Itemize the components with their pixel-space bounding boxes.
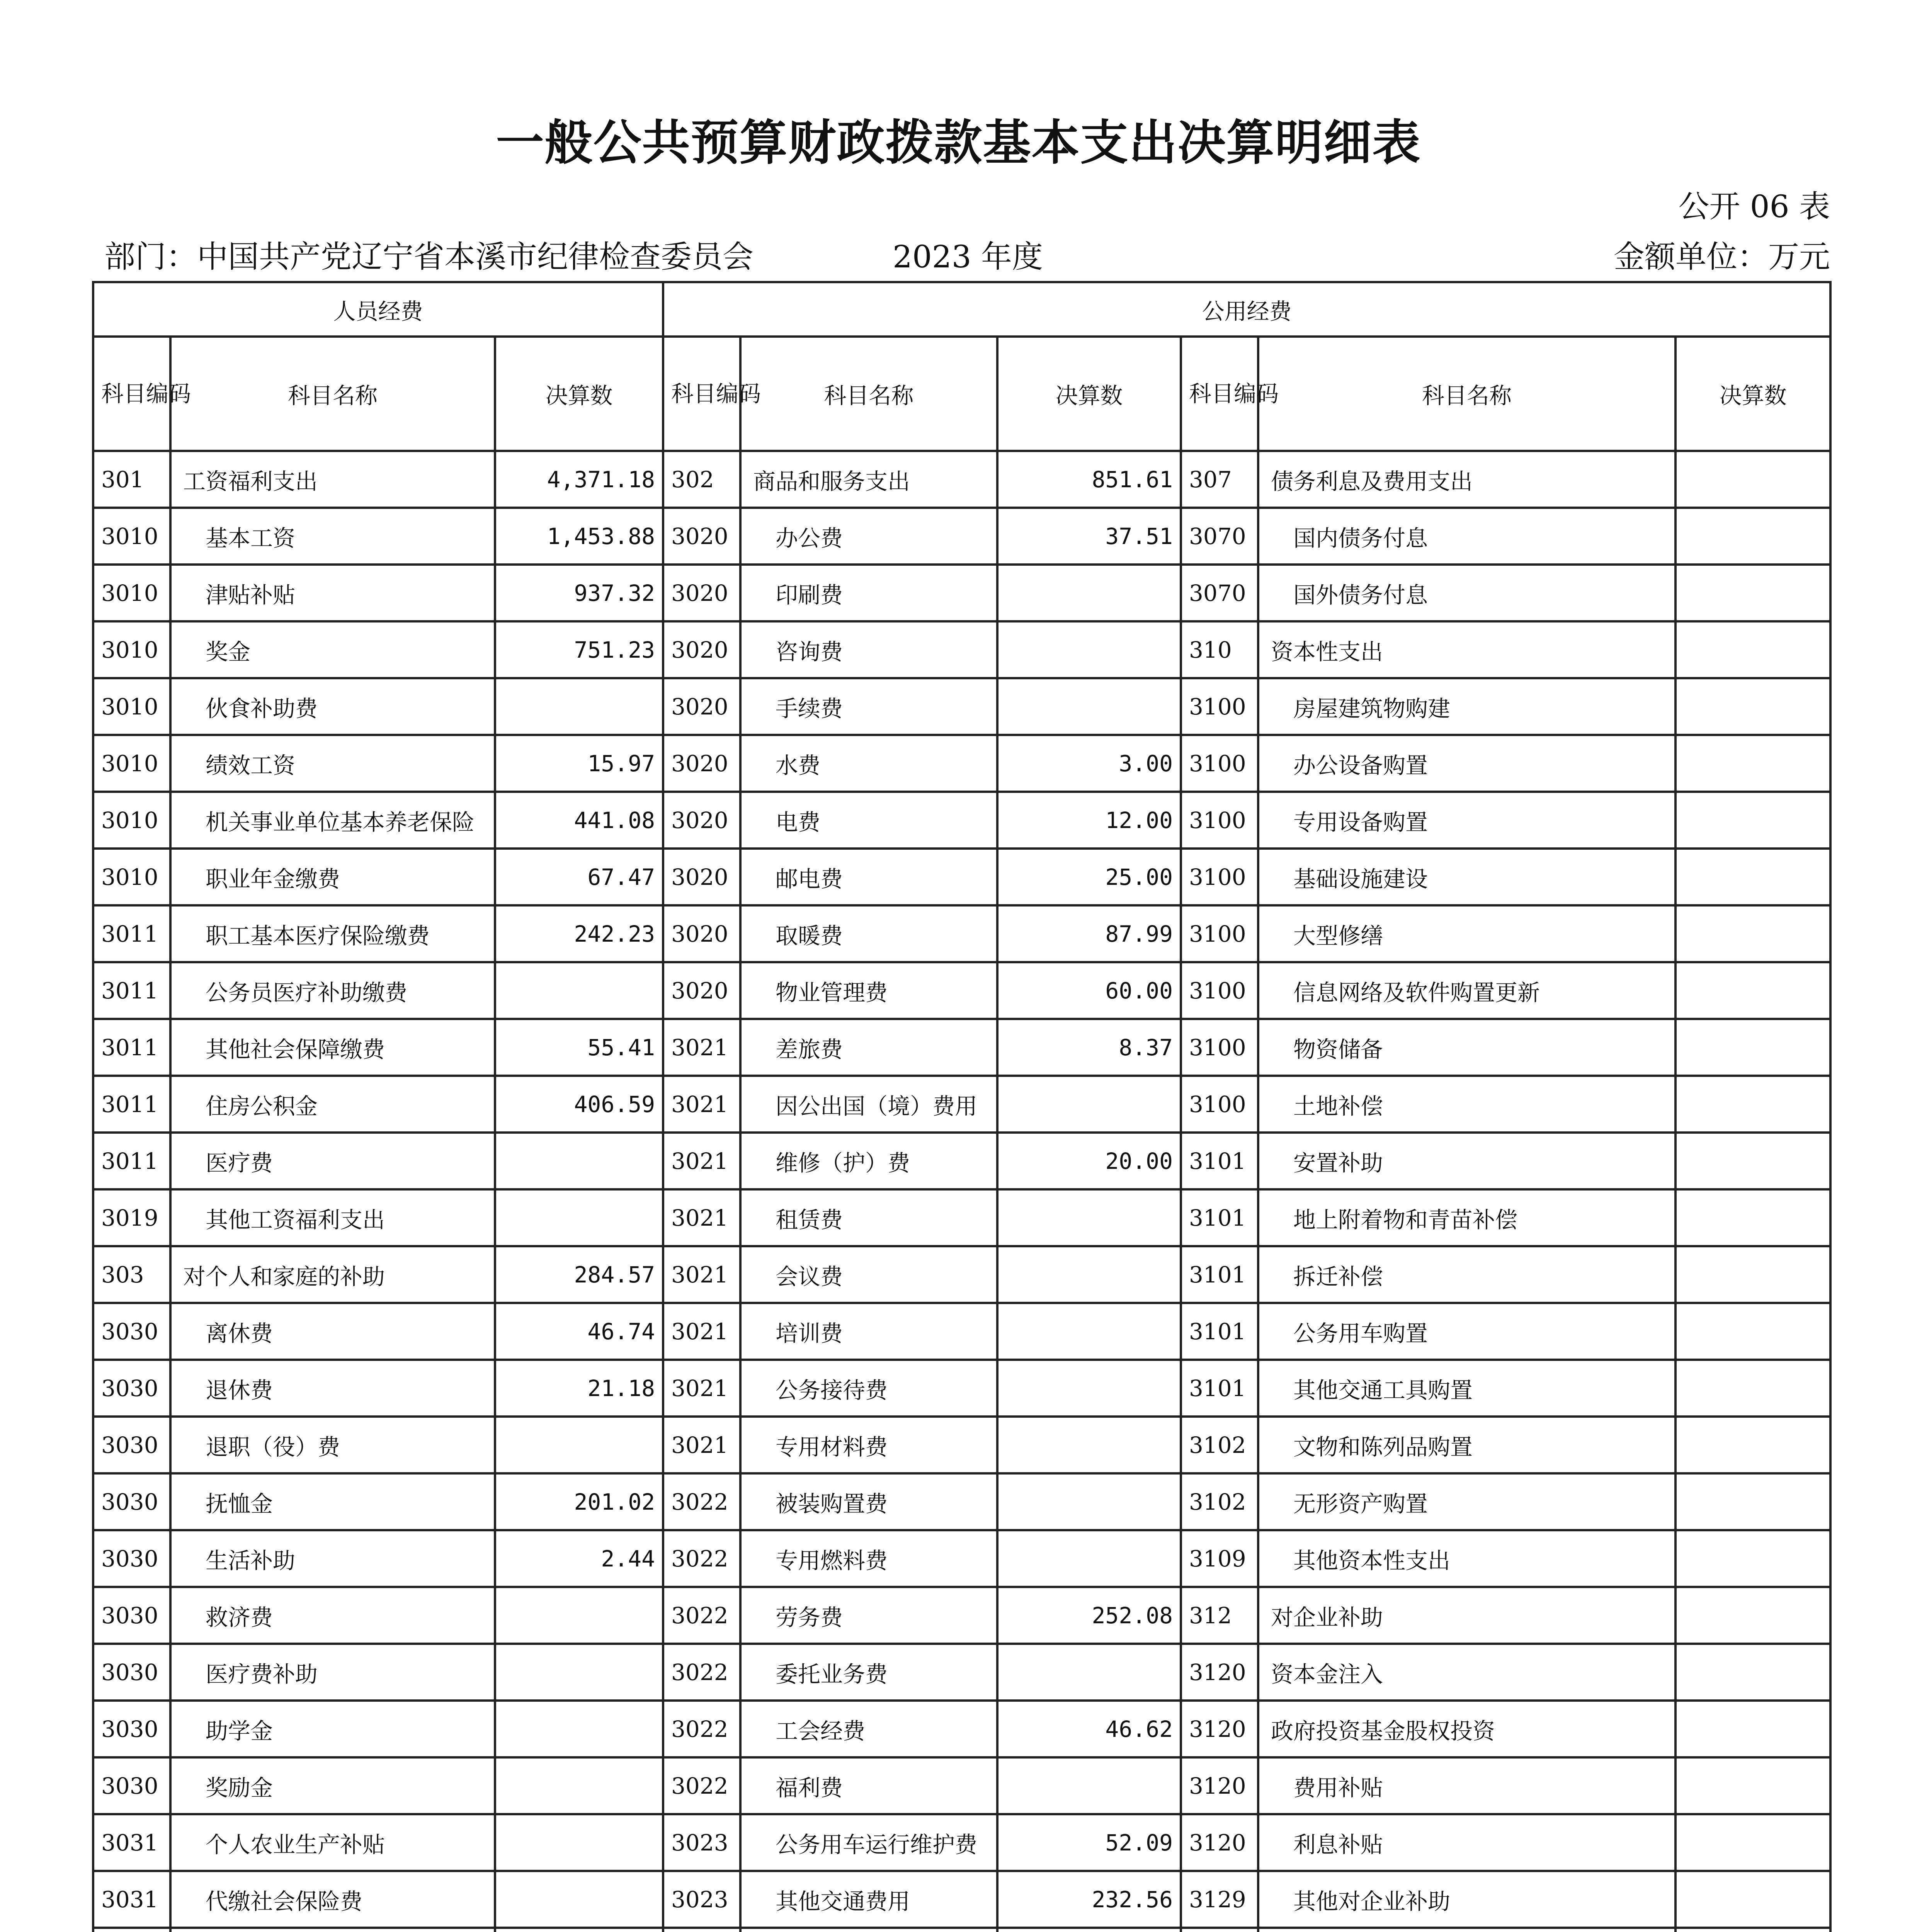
public-name-cell: 取暖费 [740, 905, 997, 962]
capital-code-cell: 3120 [1181, 1644, 1258, 1701]
capital-code-cell: 3129 [1181, 1871, 1258, 1928]
code-header: 科目编码 [93, 337, 170, 451]
public-code-cell: 3022 [663, 1473, 740, 1530]
public-code-cell: 302 [663, 451, 740, 508]
personnel-amount-cell [495, 678, 663, 735]
personnel-amount-cell: 751.23 [495, 621, 663, 678]
personnel-amount-cell [495, 1701, 663, 1757]
table-row [93, 508, 1830, 565]
public-code-cell: 3021 [663, 1246, 740, 1303]
capital-amount-cell [1675, 1530, 1830, 1587]
capital-code-cell: 3100 [1181, 849, 1258, 905]
capital-amount-cell [1675, 1814, 1830, 1871]
personnel-code-cell: 3010 [93, 508, 170, 565]
table-row [93, 1303, 1830, 1360]
public-amount-cell [997, 1246, 1181, 1303]
capital-amount-cell [1675, 621, 1830, 678]
table-row [93, 1928, 1830, 1932]
table-row [93, 905, 1830, 962]
capital-name-cell: 国内债务付息 [1258, 508, 1675, 565]
public-code-cell: 3021 [663, 1189, 740, 1246]
capital-code-cell: 3101 [1181, 1303, 1258, 1360]
public-name-cell: 委托业务费 [740, 1644, 997, 1701]
capital-name-cell: 资本性支出 [1258, 621, 1675, 678]
public-name-cell: 差旅费 [740, 1019, 997, 1076]
capital-amount-cell [1675, 1246, 1830, 1303]
capital-code-cell: 3101 [1181, 1189, 1258, 1246]
capital-name-cell: 对企业补助 [1258, 1587, 1675, 1644]
personnel-name-cell: 医疗费 [170, 1133, 495, 1189]
capital-code-cell: 3120 [1181, 1757, 1258, 1814]
capital-name-cell: 债务利息及费用支出 [1258, 451, 1675, 508]
public-name-cell: 劳务费 [740, 1587, 997, 1644]
public-name-cell: 商品和服务支出 [740, 451, 997, 508]
personnel-code-cell: 3030 [93, 1757, 170, 1814]
personnel-name-cell: 个人农业生产补贴 [170, 1814, 495, 1871]
table-row [93, 1701, 1830, 1757]
personnel-code-cell: 3011 [93, 1019, 170, 1076]
capital-amount-cell [1675, 1757, 1830, 1814]
public-name-cell: 其他交通费用 [740, 1871, 997, 1928]
personnel-name-cell: 机关事业单位基本养老保险 [170, 792, 495, 849]
public-code-cell: 3022 [663, 1530, 740, 1587]
capital-name-cell: 其他资本性支出 [1258, 1530, 1675, 1587]
personnel-amount-cell [495, 1757, 663, 1814]
personnel-amount-cell: 441.08 [495, 792, 663, 849]
capital-code-cell: 310 [1181, 621, 1258, 678]
capital-name-cell: 地上附着物和青苗补偿 [1258, 1189, 1675, 1246]
capital-code-cell: 3102 [1181, 1473, 1258, 1530]
capital-name-cell: 文物和陈列品购置 [1258, 1417, 1675, 1473]
capital-name-cell: 土地补偿 [1258, 1076, 1675, 1133]
personnel-code-cell: 301 [93, 451, 170, 508]
amount-header: 决算数 [495, 337, 663, 451]
public-amount-cell: 232.56 [997, 1871, 1181, 1928]
public-amount-cell: 8.37 [997, 1019, 1181, 1076]
capital-amount-cell [1675, 1644, 1830, 1701]
personnel-name-cell: 绩效工资 [170, 735, 495, 792]
public-code-cell: 3020 [663, 735, 740, 792]
personnel-name-cell: 助学金 [170, 1701, 495, 1757]
personnel-name-cell: 工资福利支出 [170, 451, 495, 508]
public-code-cell: 3022 [663, 1587, 740, 1644]
personnel-amount-cell: 1,453.88 [495, 508, 663, 565]
public-code-cell: 3021 [663, 1417, 740, 1473]
personnel-code-cell: 3010 [93, 565, 170, 621]
capital-code-cell: 3101 [1181, 1246, 1258, 1303]
capital-name-cell: 办公设备购置 [1258, 735, 1675, 792]
personnel-amount-cell [495, 1189, 663, 1246]
personnel-amount-cell: 406.59 [495, 1076, 663, 1133]
public-name-cell: 物业管理费 [740, 962, 997, 1019]
personnel-name-cell: 津贴补贴 [170, 565, 495, 621]
personnel-name-cell: 职业年金缴费 [170, 849, 495, 905]
capital-name-cell: 政府投资基金股权投资 [1258, 1701, 1675, 1757]
capital-amount-cell [1675, 1189, 1830, 1246]
table-row [93, 1871, 1830, 1928]
public-name-cell: 咨询费 [740, 621, 997, 678]
personnel-name-cell [170, 1928, 495, 1932]
amount-unit: 金额单位：万元 [1614, 239, 1830, 275]
personnel-name-cell: 抚恤金 [170, 1473, 495, 1530]
public-name-cell: 维修（护）费 [740, 1133, 997, 1189]
public-name-cell: 专用材料费 [740, 1417, 997, 1473]
public-amount-cell [997, 678, 1181, 735]
public-amount-cell: 37.51 [997, 508, 1181, 565]
public-code-cell: 3021 [663, 1360, 740, 1417]
table-row [93, 1814, 1830, 1871]
table-row [93, 1417, 1830, 1473]
table-row [93, 565, 1830, 621]
personnel-code-cell: 3030 [93, 1417, 170, 1473]
capital-amount-cell [1675, 1928, 1830, 1932]
public-amount-cell: 20.00 [997, 1133, 1181, 1189]
capital-code-cell: 3100 [1181, 1076, 1258, 1133]
capital-code-cell: 312 [1181, 1587, 1258, 1644]
personnel-amount-cell: 2.44 [495, 1530, 663, 1587]
personnel-amount-cell [495, 1133, 663, 1189]
personnel-name-cell: 奖金 [170, 621, 495, 678]
capital-amount-cell [1675, 1360, 1830, 1417]
capital-name-cell: 信息网络及软件购置更新 [1258, 962, 1675, 1019]
public-amount-cell: 25.00 [997, 849, 1181, 905]
capital-amount-cell [1675, 1076, 1830, 1133]
table-row [93, 735, 1830, 792]
capital-amount-cell [1675, 1871, 1830, 1928]
public-code-cell: 3023 [663, 1871, 740, 1928]
public-code-cell: 3023 [663, 1814, 740, 1871]
public-amount-cell [997, 1076, 1181, 1133]
capital-amount-cell [1675, 1701, 1830, 1757]
public-name-cell: 公务接待费 [740, 1360, 997, 1417]
public-name-cell: 培训费 [740, 1303, 997, 1360]
capital-name-cell: 公务用车购置 [1258, 1303, 1675, 1360]
personnel-group-header: 人员经费 [93, 282, 663, 337]
capital-code-cell: 3120 [1181, 1701, 1258, 1757]
public-name-cell: 水费 [740, 735, 997, 792]
table-row [93, 1360, 1830, 1417]
personnel-name-cell: 代缴社会保险费 [170, 1871, 495, 1928]
name-header: 科目名称 [170, 337, 495, 451]
public-amount-cell: 87.99 [997, 905, 1181, 962]
public-name-cell: 福利费 [740, 1757, 997, 1814]
capital-name-cell: 资本金注入 [1258, 1644, 1675, 1701]
department-label: 部门：中国共产党辽宁省本溪市纪律检查委员会 [104, 239, 754, 275]
table-row [93, 1076, 1830, 1133]
public-code-cell [663, 1928, 740, 1932]
public-amount-cell [997, 1644, 1181, 1701]
personnel-code-cell: 3030 [93, 1473, 170, 1530]
table-row [93, 792, 1830, 849]
personnel-code-cell: 3010 [93, 678, 170, 735]
capital-name-cell: 物资储备 [1258, 1019, 1675, 1076]
capital-name-cell: 其他对企业补助 [1258, 1871, 1675, 1928]
table-row [93, 1530, 1830, 1587]
capital-code-cell: 3100 [1181, 905, 1258, 962]
capital-code-cell: 3070 [1181, 565, 1258, 621]
public-amount-cell: 3.00 [997, 735, 1181, 792]
fiscal-year: 2023 年度 [893, 239, 1043, 275]
column-header-row [93, 337, 1830, 451]
public-code-cell: 3020 [663, 905, 740, 962]
personnel-name-cell: 住房公积金 [170, 1076, 495, 1133]
table-row [93, 1757, 1830, 1814]
public-code-cell: 3020 [663, 621, 740, 678]
public-name-cell: 工会经费 [740, 1701, 997, 1757]
public-name-cell: 公务用车运行维护费 [740, 1814, 997, 1871]
capital-amount-cell [1675, 508, 1830, 565]
name-header: 科目名称 [1258, 337, 1675, 451]
capital-amount-cell [1675, 1417, 1830, 1473]
table-row [93, 1473, 1830, 1530]
capital-code-cell: 3100 [1181, 678, 1258, 735]
amount-header: 决算数 [997, 337, 1181, 451]
capital-amount-cell [1675, 849, 1830, 905]
personnel-code-cell: 3010 [93, 735, 170, 792]
personnel-code-cell: 3030 [93, 1701, 170, 1757]
capital-amount-cell [1675, 1303, 1830, 1360]
personnel-name-cell: 医疗费补助 [170, 1644, 495, 1701]
public-code-cell: 3021 [663, 1019, 740, 1076]
capital-name-cell: 其他交通工具购置 [1258, 1360, 1675, 1417]
public-name-cell: 因公出国（境）费用 [740, 1076, 997, 1133]
capital-amount-cell [1675, 565, 1830, 621]
personnel-name-cell: 其他工资福利支出 [170, 1189, 495, 1246]
public-amount-cell [997, 1530, 1181, 1587]
capital-name-cell: 大型修缮 [1258, 905, 1675, 962]
amount-header: 决算数 [1675, 337, 1830, 451]
page-title: 一般公共预算财政拨款基本支出决算明细表 [496, 115, 1421, 171]
personnel-code-cell: 3010 [93, 621, 170, 678]
public-amount-cell: 252.08 [997, 1587, 1181, 1644]
public-code-cell: 3020 [663, 849, 740, 905]
personnel-code-cell: 3011 [93, 962, 170, 1019]
personnel-code-cell: 3019 [93, 1189, 170, 1246]
public-code-cell: 3020 [663, 565, 740, 621]
name-header: 科目名称 [740, 337, 997, 451]
personnel-code-cell: 3030 [93, 1644, 170, 1701]
table-row [93, 962, 1830, 1019]
personnel-code-cell: 3030 [93, 1303, 170, 1360]
personnel-amount-cell [495, 1417, 663, 1473]
personnel-name-cell: 对个人和家庭的补助 [170, 1246, 495, 1303]
personnel-name-cell: 伙食补助费 [170, 678, 495, 735]
public-code-cell: 3022 [663, 1644, 740, 1701]
capital-name-cell: 专用设备购置 [1258, 792, 1675, 849]
public-code-cell: 3021 [663, 1076, 740, 1133]
public-name-cell: 邮电费 [740, 849, 997, 905]
personnel-code-cell: 3031 [93, 1871, 170, 1928]
public-code-cell: 3020 [663, 962, 740, 1019]
capital-amount-cell [1675, 1587, 1830, 1644]
capital-code-cell: 3101 [1181, 1360, 1258, 1417]
public-amount-cell: 851.61 [997, 451, 1181, 508]
capital-code-cell: 3101 [1181, 1133, 1258, 1189]
table-row [93, 451, 1830, 508]
capital-amount-cell [1675, 1473, 1830, 1530]
capital-code-cell: 3100 [1181, 792, 1258, 849]
personnel-amount-cell: 21.18 [495, 1360, 663, 1417]
personnel-name-cell: 其他社会保障缴费 [170, 1019, 495, 1076]
personnel-amount-cell: 937.32 [495, 565, 663, 621]
capital-name-cell: 无形资产购置 [1258, 1473, 1675, 1530]
public-amount-cell [997, 1757, 1181, 1814]
table-row [93, 849, 1830, 905]
personnel-code-cell: 3030 [93, 1530, 170, 1587]
code-header: 科目编码 [1181, 337, 1258, 451]
capital-name-cell: 房屋建筑物购建 [1258, 678, 1675, 735]
capital-name-cell: 安置补助 [1258, 1133, 1675, 1189]
public-name-cell: 会议费 [740, 1246, 997, 1303]
personnel-amount-cell: 55.41 [495, 1019, 663, 1076]
capital-amount-cell [1675, 905, 1830, 962]
capital-amount-cell [1675, 792, 1830, 849]
public-amount-cell: 60.00 [997, 962, 1181, 1019]
personnel-name-cell: 基本工资 [170, 508, 495, 565]
personnel-amount-cell: 4,371.18 [495, 451, 663, 508]
personnel-amount-cell: 242.23 [495, 905, 663, 962]
table-row [93, 621, 1830, 678]
public-amount-cell [997, 1928, 1181, 1932]
capital-code-cell: 3100 [1181, 962, 1258, 1019]
personnel-amount-cell [495, 1871, 663, 1928]
table-row [93, 1189, 1830, 1246]
personnel-name-cell: 公务员医疗补助缴费 [170, 962, 495, 1019]
personnel-name-cell: 职工基本医疗保险缴费 [170, 905, 495, 962]
capital-amount-cell [1675, 962, 1830, 1019]
table-row [93, 1133, 1830, 1189]
capital-amount-cell [1675, 451, 1830, 508]
public-name-cell [740, 1928, 997, 1932]
public-code-cell: 3020 [663, 792, 740, 849]
capital-code-cell: 3102 [1181, 1417, 1258, 1473]
personnel-code-cell: 3010 [93, 792, 170, 849]
group-header-row [93, 282, 1830, 337]
capital-name-cell: 基础设施建设 [1258, 849, 1675, 905]
public-code-cell: 3020 [663, 508, 740, 565]
personnel-amount-cell [495, 1587, 663, 1644]
table-row [93, 1246, 1830, 1303]
personnel-name-cell: 奖励金 [170, 1757, 495, 1814]
public-amount-cell: 52.09 [997, 1814, 1181, 1871]
personnel-amount-cell: 284.57 [495, 1246, 663, 1303]
personnel-amount-cell [495, 1928, 663, 1932]
capital-amount-cell [1675, 735, 1830, 792]
personnel-code-cell: 3030 [93, 1587, 170, 1644]
public-code-cell: 3021 [663, 1303, 740, 1360]
capital-name-cell [1258, 1928, 1675, 1932]
capital-code-cell: 3070 [1181, 508, 1258, 565]
public-group-header: 公用经费 [663, 282, 1830, 337]
public-code-cell: 3022 [663, 1701, 740, 1757]
capital-code-cell: 3109 [1181, 1530, 1258, 1587]
public-amount-cell [997, 1360, 1181, 1417]
capital-name-cell: 利息补贴 [1258, 1814, 1675, 1871]
public-name-cell: 办公费 [740, 508, 997, 565]
public-amount-cell: 46.62 [997, 1701, 1181, 1757]
personnel-code-cell: 3010 [93, 849, 170, 905]
public-name-cell: 电费 [740, 792, 997, 849]
personnel-code-cell: 3011 [93, 1076, 170, 1133]
personnel-amount-cell [495, 962, 663, 1019]
code-header: 科目编码 [663, 337, 740, 451]
personnel-code-cell [93, 1928, 170, 1932]
personnel-code-cell: 3011 [93, 905, 170, 962]
public-code-cell: 3021 [663, 1133, 740, 1189]
capital-amount-cell [1675, 1133, 1830, 1189]
personnel-name-cell: 救济费 [170, 1587, 495, 1644]
capital-code-cell: 3100 [1181, 1019, 1258, 1076]
capital-name-cell: 费用补贴 [1258, 1757, 1675, 1814]
personnel-amount-cell: 201.02 [495, 1473, 663, 1530]
capital-amount-cell [1675, 1019, 1830, 1076]
public-code-cell: 3022 [663, 1757, 740, 1814]
personnel-amount-cell: 15.97 [495, 735, 663, 792]
form-number: 公开 06 表 [1678, 189, 1830, 224]
public-name-cell: 租赁费 [740, 1189, 997, 1246]
expenditure-table [92, 281, 1832, 1932]
capital-name-cell: 国外债务付息 [1258, 565, 1675, 621]
personnel-code-cell: 3030 [93, 1360, 170, 1417]
public-amount-cell [997, 621, 1181, 678]
capital-code-cell: 3120 [1181, 1814, 1258, 1871]
public-amount-cell: 12.00 [997, 792, 1181, 849]
personnel-amount-cell [495, 1644, 663, 1701]
capital-amount-cell [1675, 678, 1830, 735]
table-row [93, 1644, 1830, 1701]
public-amount-cell [997, 1473, 1181, 1530]
personnel-name-cell: 退职（役）费 [170, 1417, 495, 1473]
public-amount-cell [997, 1189, 1181, 1246]
personnel-code-cell: 3031 [93, 1814, 170, 1871]
capital-code-cell: 3100 [1181, 735, 1258, 792]
public-amount-cell [997, 1417, 1181, 1473]
capital-code-cell: 307 [1181, 451, 1258, 508]
personnel-amount-cell: 46.74 [495, 1303, 663, 1360]
personnel-amount-cell: 67.47 [495, 849, 663, 905]
personnel-name-cell: 离休费 [170, 1303, 495, 1360]
personnel-code-cell: 3011 [93, 1133, 170, 1189]
table-row [93, 1587, 1830, 1644]
table-row [93, 1019, 1830, 1076]
public-name-cell: 专用燃料费 [740, 1530, 997, 1587]
personnel-name-cell: 生活补助 [170, 1530, 495, 1587]
public-amount-cell [997, 1303, 1181, 1360]
public-code-cell: 3020 [663, 678, 740, 735]
public-name-cell: 印刷费 [740, 565, 997, 621]
public-amount-cell [997, 565, 1181, 621]
table-row [93, 678, 1830, 735]
capital-name-cell: 拆迁补偿 [1258, 1246, 1675, 1303]
personnel-code-cell: 303 [93, 1246, 170, 1303]
public-name-cell: 被装购置费 [740, 1473, 997, 1530]
personnel-amount-cell [495, 1814, 663, 1871]
capital-code-cell [1181, 1928, 1258, 1932]
public-name-cell: 手续费 [740, 678, 997, 735]
personnel-name-cell: 退休费 [170, 1360, 495, 1417]
